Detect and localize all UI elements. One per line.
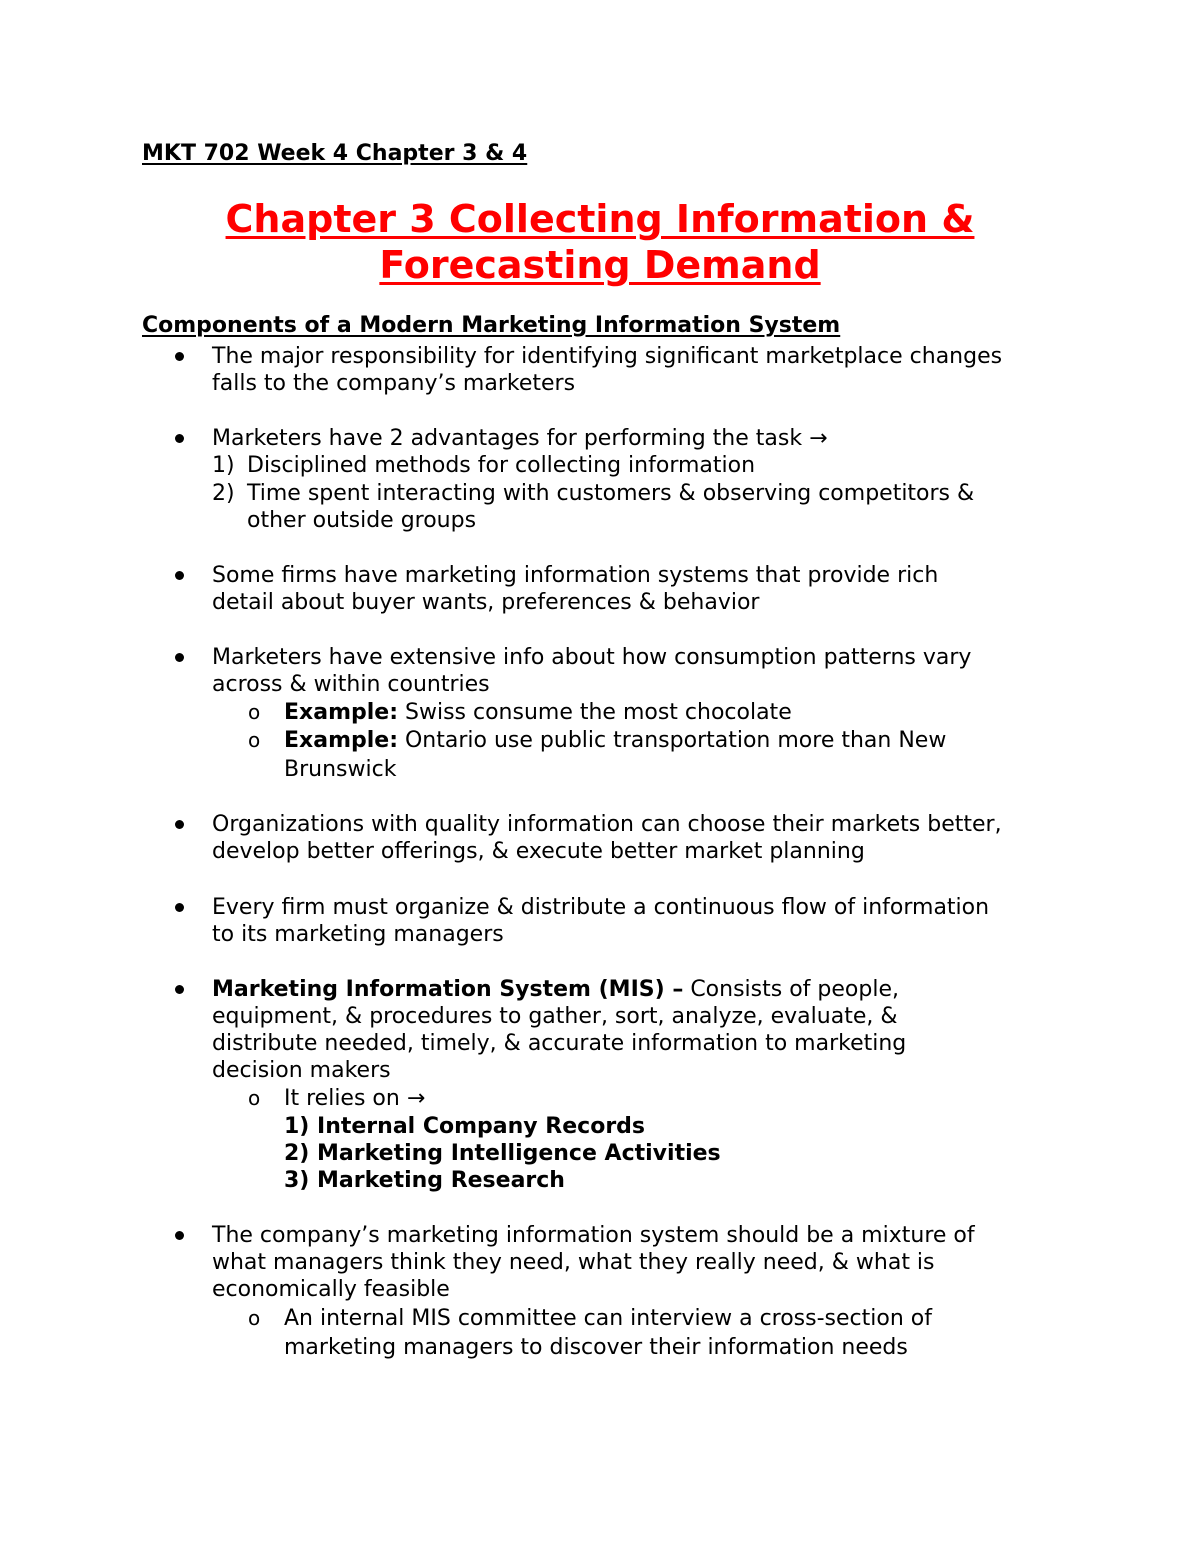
bullet-1-line-1: The major responsibility for identifying significant marketplace changes bbox=[212, 344, 1003, 369]
mis-committee-line-2: marketing managers to discover their information needs bbox=[284, 1335, 908, 1360]
bullet-4-line-1: Marketers have extensive info about how consumption patterns vary bbox=[212, 645, 972, 670]
mis-definition: Consists of people, bbox=[683, 977, 899, 1002]
numbered-marker: 2) bbox=[212, 481, 235, 506]
example-label: Example: bbox=[284, 700, 398, 725]
bullet-4-line-2: across & within countries bbox=[212, 672, 490, 697]
example-2-line-2: Brunswick bbox=[284, 757, 397, 782]
bullet-icon bbox=[175, 985, 184, 994]
bullet-2-line-1: Marketers have 2 advantages for performing the task → bbox=[212, 426, 828, 451]
mis-component-2: 2) Marketing Intelligence Activities bbox=[284, 1141, 721, 1166]
bullet-5-line-2: develop better offerings, & execute better market planning bbox=[212, 839, 865, 864]
chapter-title-line-1: Chapter 3 Collecting Information & bbox=[225, 197, 975, 241]
bullet-7-line-4: decision makers bbox=[212, 1058, 391, 1083]
example-1 bbox=[284, 699, 792, 726]
bullet-icon bbox=[175, 653, 184, 662]
circle-bullet-icon: o bbox=[248, 700, 261, 724]
bullet-6-line-2: to its marketing managers bbox=[212, 922, 504, 947]
bullet-3-line-1: Some firms have marketing information systems that provide rich bbox=[212, 563, 939, 588]
relies-on: It relies on → bbox=[284, 1086, 426, 1111]
chapter-title bbox=[100, 196, 1100, 288]
bullet-icon bbox=[175, 352, 184, 361]
example-2-line-1 bbox=[284, 727, 946, 754]
section-heading: Components of a Modern Marketing Information System bbox=[142, 313, 841, 338]
mis-committee-line-1: An internal MIS committee can interview a cross-section of bbox=[284, 1306, 932, 1331]
mis-term: Marketing Information System (MIS) – bbox=[212, 977, 684, 1002]
bullet-icon bbox=[175, 434, 184, 443]
bullet-icon bbox=[175, 571, 184, 580]
mis-component-3: 3) Marketing Research bbox=[284, 1168, 565, 1193]
bullet-6-line-1: Every firm must organize & distribute a continuous flow of information bbox=[212, 895, 990, 920]
bullet-8-line-2: what managers think they need, what they really need, & what is bbox=[212, 1250, 935, 1275]
bullet-8-line-3: economically feasible bbox=[212, 1277, 450, 1302]
example-label: Example: bbox=[284, 728, 398, 753]
circle-bullet-icon: o bbox=[248, 1086, 261, 1110]
circle-bullet-icon: o bbox=[248, 728, 261, 752]
example-text: Ontario use public transportation more than New bbox=[398, 728, 947, 753]
bullet-1-line-2: falls to the company’s marketers bbox=[212, 371, 576, 396]
bullet-icon bbox=[175, 1231, 184, 1240]
chapter-title-line-2: Forecasting Demand bbox=[379, 243, 821, 287]
numbered-item-1: Disciplined methods for collecting information bbox=[247, 453, 756, 478]
numbered-item-2-line-1: Time spent interacting with customers & observing competitors & bbox=[247, 481, 975, 506]
bullet-7-line-3: distribute needed, timely, & accurate information to marketing bbox=[212, 1031, 907, 1056]
bullet-7-line-1 bbox=[212, 976, 899, 1003]
bullet-7-line-2: equipment, & procedures to gather, sort, analyze, evaluate, & bbox=[212, 1004, 898, 1029]
circle-bullet-icon: o bbox=[248, 1306, 261, 1330]
mis-component-1: 1) Internal Company Records bbox=[284, 1114, 646, 1139]
course-title: MKT 702 Week 4 Chapter 3 & 4 bbox=[142, 141, 528, 166]
example-text: Swiss consume the most chocolate bbox=[398, 700, 792, 725]
bullet-5-line-1: Organizations with quality information can choose their markets better, bbox=[212, 812, 1002, 837]
numbered-marker: 1) bbox=[212, 453, 235, 478]
numbered-item-2-line-2: other outside groups bbox=[247, 508, 477, 533]
bullet-8-line-1: The company’s marketing information system should be a mixture of bbox=[212, 1223, 975, 1248]
bullet-icon bbox=[175, 820, 184, 829]
bullet-3-line-2: detail about buyer wants, preferences & behavior bbox=[212, 590, 760, 615]
bullet-icon bbox=[175, 903, 184, 912]
